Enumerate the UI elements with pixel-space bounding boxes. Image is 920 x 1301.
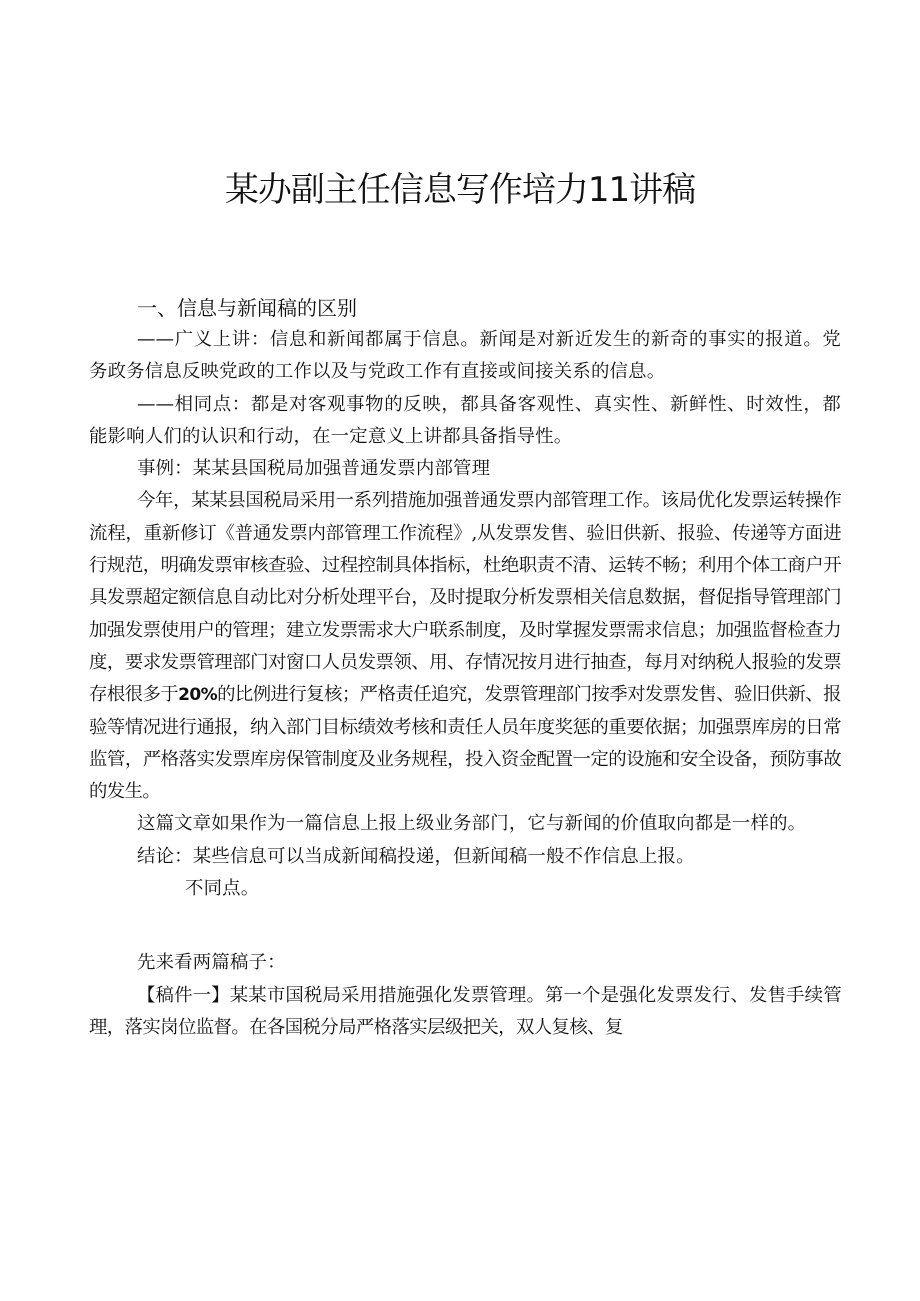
paragraph-draft-one: 【稿件一】某某市国税局采用措施强化发票管理。第一个是强化发票发行、发售手续管理，落实岗位监督。在各国税分局严格落实层级把关，双人复核、复 [89, 984, 841, 1038]
paragraph-similarities: ——相同点：都是对客观事物的反映，都具备客观性、真实性、新鲜性、时效性，都能影响人们的认识和行动，在一定意义上讲都具备指导性。 [89, 393, 841, 447]
document-title: 某办副主任信息写作培力11讲稿 [224, 170, 696, 210]
paragraph-example [89, 485, 841, 808]
paragraph-intro: 先来看两篇稿子： [137, 952, 286, 974]
spacer [89, 905, 841, 947]
example-percentage: 20% [178, 685, 218, 706]
paragraph-value-orientation: 这篇文章如果作为一篇信息上报上级业务部门，它与新闻的价值取向都是一样的。 [137, 813, 807, 835]
document-body [89, 292, 841, 1044]
example-text-a: 今年，某某县国税局采用一系列措施加强普通发票内部管理工作。该局优化发票运转操作流程，重新修订《普通发票内部管理工作流程》,从发票发售、验旧供新、报验、传递等方面进行规范，明确发票审核查验、过程控制具体指标，杜绝职责不清、运转不畅；利用个体工商户开具发票超定额信息自动比对分析处理平台，及时提取分析发票相关信息数据，督促指导管理部门加强发票使用户的管理；建立发票需求大户联系制度，及时掌握发票需求信息；加强监督检查力度，要求发票管理部门对窗口人员发票领、用、存情况按月进行抽查，每月对纳税人报验的发票存根很多于 [89, 490, 841, 706]
example-label: 事例：某某县国税局加强普通发票内部管理 [137, 458, 491, 480]
section-heading: 一、信息与新闻稿的区别 [137, 296, 357, 320]
example-text-b: 的比例进行复核；严格责任追究，发票管理部门按季对发票发售、验旧供新、报验等情况进行通报，纳入部门目标绩效考核和责任人员年度奖惩的重要依据；加强票库房的日常监管，严格落实发票库房保管制度及业务规程，投入资金配置一定的设施和安全设备，预防事故的发生。 [89, 684, 841, 803]
paragraph-conclusion: 结论：某些信息可以当成新闻稿投递，但新闻稿一般不作信息上报。 [137, 845, 695, 867]
paragraph-broad-definition: ——广义上讲：信息和新闻都属于信息。新闻是对新近发生的新奇的事实的报道。党务政务信息反映党政的工作以及与党政工作有直接或间接关系的信息。 [89, 329, 841, 383]
paragraph-differences: 不同点。 [185, 878, 260, 900]
